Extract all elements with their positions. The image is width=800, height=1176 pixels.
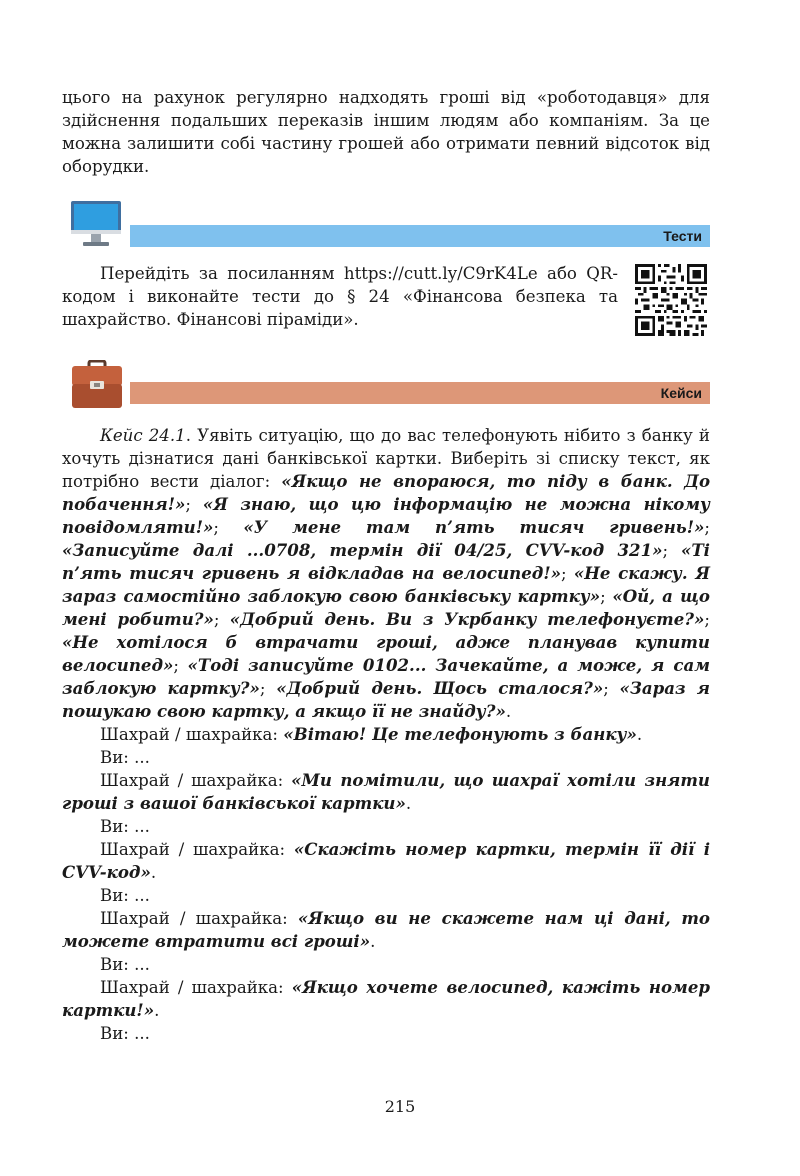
case-option-separator: ; <box>704 610 710 629</box>
case-option: «Я знаю, що цю інформацію не можна нікому повідомляти!» <box>62 494 710 537</box>
cases-header-label: Кейси <box>660 385 702 401</box>
dialog-quote: «Скажіть номер картки, термін її дії і CVV-код» <box>62 839 710 882</box>
case-option-separator: ; <box>259 679 277 698</box>
dialog-list <box>62 723 710 1045</box>
briefcase-icon <box>72 360 122 408</box>
dialog-speaker: Ви: ... <box>100 817 150 836</box>
dialog-speaker: Ви: ... <box>100 748 150 767</box>
dialog-end: . <box>154 1001 160 1020</box>
page-number: 215 <box>384 1097 416 1116</box>
monitor-icon <box>71 201 121 249</box>
dialog-quote: «Якщо хочете велосипед, кажіть номер картки!» <box>62 977 710 1020</box>
case-option-separator: . <box>505 702 512 721</box>
intro-text: цього на рахунок регулярно надходять гроші від «роботодавця» для здійснення подальших переказів іншим людям або компаніям. За це можна залишити собі частину грошей або отримати певний відсоток від оборудки. <box>62 88 710 176</box>
dialog-speaker: Ви: ... <box>100 886 150 905</box>
tests-paragraph <box>62 262 618 331</box>
dialog-line <box>62 953 710 976</box>
case-option: «Зараз я пошукаю свою картку, а якщо її не знайду?» <box>62 678 710 721</box>
dialog-line <box>62 907 710 953</box>
case-option-separator: ; <box>603 679 620 698</box>
dialog-line <box>62 769 710 815</box>
case-option-separator: ; <box>600 587 613 606</box>
dialog-speaker: Ви: ... <box>100 1024 150 1043</box>
dialog-speaker: Шахрай / шахрайка: <box>100 978 292 997</box>
dialog-line <box>62 884 710 907</box>
dialog-line <box>62 746 710 769</box>
case-option: «Не скажу. Я зараз самостійно заблокую свою банківську картку» <box>62 563 711 606</box>
dialog-line <box>62 723 710 746</box>
intro-paragraph <box>62 86 710 178</box>
dialog-speaker: Шахрай / шахрайка: <box>100 909 298 928</box>
case-option: «Ой, а що мені робити?» <box>62 586 710 629</box>
case-option: «Ті п’ять тисяч гривень я відкладав на велосипед!» <box>62 540 710 583</box>
case-option-separator: ; <box>662 541 681 560</box>
tests-header-bar <box>130 225 710 247</box>
case-option: «У мене там п’ять тисяч гривень!» <box>243 517 705 537</box>
dialog-end: . <box>150 863 157 882</box>
tests-text: Перейдіть за посиланням https://cutt.ly/C9rK4Le або QR-кодом і виконайте тести до § 24 «Фінансова безпека та шахрайство. Фінансові піраміди». <box>62 264 618 329</box>
case-paragraph <box>62 424 710 723</box>
dialog-line <box>62 838 710 884</box>
case-option-separator: ; <box>704 518 710 537</box>
case-option: «Якщо не впораюся, то піду в банк. До побачення!» <box>62 471 711 514</box>
cases-content <box>62 424 710 1045</box>
dialog-end: . <box>370 932 376 951</box>
case-lead: . Уявіть ситуацію, що до вас телефонують нібито з банку й хочуть дізнатися дані банківської картки. Виберіть зі списку текст, як потрібно вести діалог: <box>62 426 710 491</box>
dialog-quote: «Якщо ви не скажете нам ці дані, то можете втратити всі гроші» <box>62 908 710 951</box>
cases-header-bar <box>130 382 710 404</box>
case-option-separator: ; <box>561 564 574 583</box>
case-option: «Добрий день. Ви з Укрбанку телефонуєте?» <box>229 609 705 629</box>
tests-header-label: Тести <box>663 228 702 244</box>
case-option-separator: ; <box>185 495 203 514</box>
case-options <box>62 472 710 721</box>
case-option: «Добрий день. Щось сталося?» <box>276 678 604 698</box>
dialog-quote: «Вітаю! Це телефонують з банку» <box>283 724 637 744</box>
qr-code[interactable] <box>634 264 708 336</box>
dialog-speaker: Ви: ... <box>100 955 150 974</box>
case-option-separator: ; <box>173 656 188 675</box>
case-option: «Записуйте далі ...0708, термін дії 04/25, CVV-код 321» <box>62 540 663 560</box>
dialog-speaker: Шахрай / шахрайка: <box>100 771 292 790</box>
case-option-separator: ; <box>213 518 244 537</box>
dialog-end: . <box>405 794 412 813</box>
dialog-line <box>62 976 710 1022</box>
dialog-line <box>62 815 710 838</box>
dialog-end: . <box>636 725 643 744</box>
dialog-line <box>62 1022 710 1045</box>
dialog-speaker: Шахрай / шахрайка: <box>100 840 294 859</box>
dialog-speaker: Шахрай / шахрайка: <box>100 725 284 744</box>
case-option: «Тоді записуйте 0102... Зачекайте, а може, я сам заблокую картку?» <box>62 655 710 698</box>
case-option: «Не хотілося б втрачати гроші, адже планував купити велосипед» <box>62 632 710 675</box>
case-title: Кейс 24.1 <box>100 426 186 445</box>
case-option-separator: ; <box>213 610 230 629</box>
dialog-quote: «Ми помітили, що шахраї хотіли зняти гроші з вашої банківської картки» <box>62 770 710 813</box>
